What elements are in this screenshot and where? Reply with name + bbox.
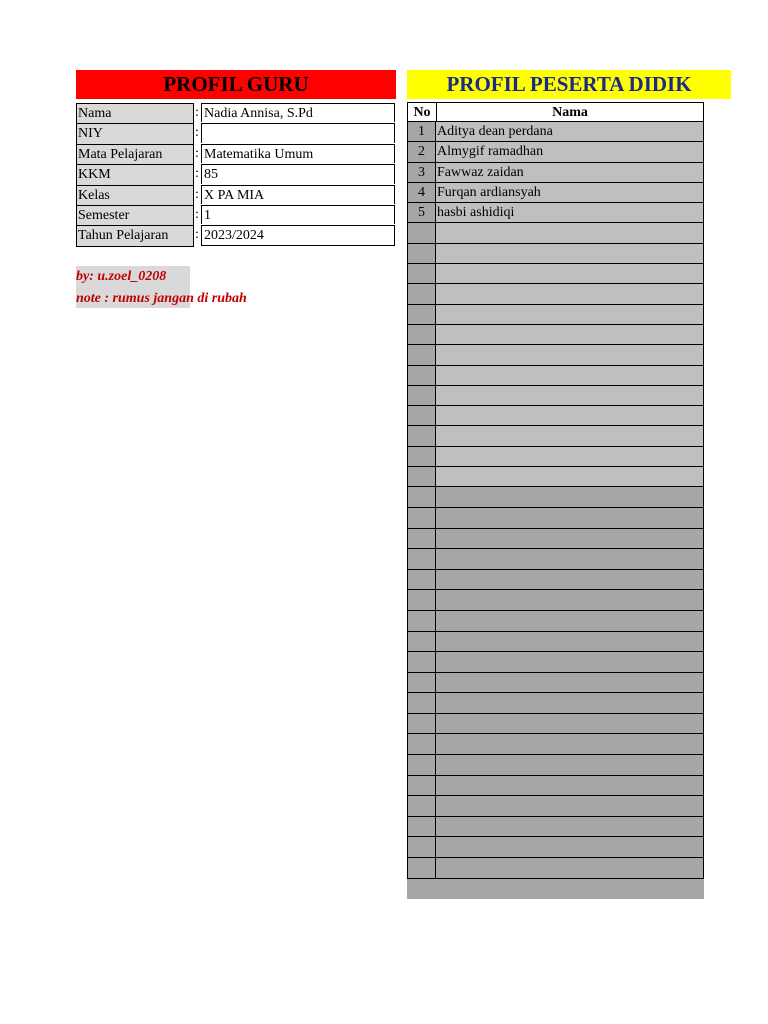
- student-no: [408, 386, 436, 405]
- student-table-header: [407, 102, 704, 122]
- student-name[interactable]: [436, 305, 703, 324]
- student-name[interactable]: [436, 611, 703, 631]
- student-no: [408, 549, 436, 569]
- student-name[interactable]: [436, 406, 703, 425]
- guru-field-colon: :: [195, 125, 199, 141]
- student-name[interactable]: [436, 755, 703, 775]
- guru-field-colon: :: [195, 186, 199, 202]
- student-name[interactable]: Aditya dean perdana: [436, 122, 703, 141]
- table-row: [407, 817, 704, 838]
- student-no: [408, 837, 436, 857]
- student-no: 4: [408, 183, 436, 202]
- table-row: [407, 325, 704, 345]
- table-row: [407, 796, 704, 817]
- table-row: [407, 203, 704, 223]
- student-name[interactable]: [436, 734, 703, 754]
- guru-field-label: KKM: [76, 164, 194, 184]
- guru-field-value[interactable]: 1: [201, 205, 395, 224]
- guru-field-colon: :: [195, 206, 199, 222]
- student-name[interactable]: [436, 325, 703, 344]
- guru-field-value[interactable]: [201, 123, 395, 142]
- student-name[interactable]: [436, 837, 703, 857]
- table-row: [407, 487, 704, 508]
- student-no: [408, 796, 436, 816]
- guru-field-value[interactable]: 85: [201, 164, 395, 183]
- student-name[interactable]: [436, 223, 703, 242]
- guru-field-colon: :: [195, 145, 199, 161]
- student-name[interactable]: [436, 549, 703, 569]
- table-row: [407, 734, 704, 755]
- student-no: [408, 529, 436, 549]
- student-no: [408, 264, 436, 283]
- student-name[interactable]: [436, 776, 703, 796]
- header-no: No: [408, 103, 437, 121]
- table-row: [407, 693, 704, 714]
- student-name[interactable]: [436, 487, 703, 507]
- guru-field-label: Semester: [76, 205, 194, 225]
- table-row: [407, 142, 704, 162]
- guru-profile-table: [76, 103, 396, 246]
- guru-field-colon: :: [195, 166, 199, 182]
- student-name[interactable]: Almygif ramadhan: [436, 142, 703, 161]
- student-no: [408, 325, 436, 344]
- guru-field-row: [76, 144, 396, 164]
- student-no: [408, 426, 436, 445]
- student-no: [408, 776, 436, 796]
- student-no: 1: [408, 122, 436, 141]
- student-name[interactable]: [436, 858, 703, 878]
- guru-field-value[interactable]: X PA MIA: [201, 185, 395, 204]
- student-name[interactable]: [436, 652, 703, 672]
- student-no: [408, 755, 436, 775]
- table-row: [407, 366, 704, 386]
- guru-field-value[interactable]: Nadia Annisa, S.Pd: [201, 103, 395, 122]
- student-no: [408, 284, 436, 303]
- student-name[interactable]: [436, 508, 703, 528]
- table-row: [407, 426, 704, 446]
- student-no: [408, 487, 436, 507]
- credit-author: by: u.zoel_0208: [76, 266, 190, 288]
- student-name[interactable]: [436, 467, 703, 486]
- student-name[interactable]: [436, 529, 703, 549]
- student-no: [408, 570, 436, 590]
- student-name[interactable]: [436, 714, 703, 734]
- table-row: [407, 673, 704, 694]
- table-row: [407, 529, 704, 550]
- table-row: [407, 244, 704, 264]
- student-no: [408, 345, 436, 364]
- student-name[interactable]: [436, 264, 703, 283]
- guru-field-row: [76, 123, 396, 143]
- header-nama: Nama: [552, 105, 588, 120]
- student-no: [408, 590, 436, 610]
- guru-field-value[interactable]: Matematika Umum: [201, 144, 395, 163]
- guru-field-colon: :: [195, 227, 199, 243]
- student-no: [408, 244, 436, 263]
- student-no: [408, 858, 436, 878]
- guru-field-row: [76, 185, 396, 205]
- table-row: [407, 264, 704, 284]
- student-name[interactable]: Fawwaz zaidan: [436, 163, 703, 182]
- student-name[interactable]: [436, 345, 703, 364]
- table-row: [407, 447, 704, 467]
- student-no: 2: [408, 142, 436, 161]
- table-row: [407, 305, 704, 325]
- guru-field-row: [76, 164, 396, 184]
- student-no: [408, 652, 436, 672]
- table-row: [407, 570, 704, 591]
- guru-field-value[interactable]: 2023/2024: [201, 225, 395, 245]
- student-name[interactable]: [436, 426, 703, 445]
- table-row: [407, 549, 704, 570]
- student-no: [408, 693, 436, 713]
- student-name[interactable]: [436, 244, 703, 263]
- student-name[interactable]: [436, 796, 703, 816]
- table-row: [407, 508, 704, 529]
- table-row: [407, 122, 704, 142]
- guru-field-label: NIY: [76, 123, 194, 143]
- table-row: [407, 183, 704, 203]
- student-name[interactable]: [436, 817, 703, 837]
- guru-field-row: [76, 103, 396, 123]
- student-no: [408, 611, 436, 631]
- table-row: [407, 223, 704, 243]
- table-row: [407, 284, 704, 304]
- guru-field-label: Kelas: [76, 185, 194, 205]
- student-no: [408, 734, 436, 754]
- table-row: [407, 858, 704, 879]
- student-name[interactable]: [436, 590, 703, 610]
- student-name[interactable]: Furqan ardiansyah: [436, 183, 703, 202]
- student-no: [408, 508, 436, 528]
- table-row: [407, 652, 704, 673]
- table-row: [407, 386, 704, 406]
- student-no: 5: [408, 203, 436, 222]
- student-no: [408, 817, 436, 837]
- guru-field-row: [76, 225, 396, 245]
- student-name[interactable]: [436, 693, 703, 713]
- guru-field-label: Mata Pelajaran: [76, 144, 194, 164]
- student-name[interactable]: [436, 632, 703, 652]
- credit-note: note : rumus jangan di rubah: [76, 291, 247, 306]
- student-no: 3: [408, 163, 436, 182]
- table-row: [407, 776, 704, 797]
- student-name[interactable]: [436, 284, 703, 303]
- table-row: [407, 611, 704, 632]
- table-row: [407, 163, 704, 183]
- student-no: [408, 714, 436, 734]
- table-row: [407, 345, 704, 365]
- student-no: [408, 467, 436, 486]
- guru-field-label: Tahun Pelajaran: [76, 225, 194, 246]
- student-no: [408, 305, 436, 324]
- student-no: [408, 632, 436, 652]
- student-name[interactable]: [436, 366, 703, 385]
- table-row: [407, 837, 704, 858]
- table-row: [407, 467, 704, 487]
- student-table: [407, 102, 704, 899]
- student-profile-title: PROFIL PESERTA DIDIK: [407, 70, 731, 99]
- guru-field-row: [76, 205, 396, 225]
- student-no: [408, 673, 436, 693]
- student-name[interactable]: [436, 386, 703, 405]
- student-name[interactable]: [436, 447, 703, 466]
- guru-profile-title: PROFIL GURU: [76, 70, 396, 99]
- student-no: [408, 223, 436, 242]
- table-row: [407, 714, 704, 735]
- student-name[interactable]: [436, 570, 703, 590]
- student-no: [408, 366, 436, 385]
- table-row: [407, 632, 704, 653]
- guru-field-label: Nama: [76, 103, 194, 123]
- table-row: [407, 406, 704, 426]
- student-name[interactable]: hasbi ashidiqi: [436, 203, 703, 222]
- student-no: [408, 406, 436, 425]
- student-table-footer: [407, 879, 704, 899]
- guru-field-colon: :: [195, 105, 199, 120]
- student-no: [408, 447, 436, 466]
- table-row: [407, 755, 704, 776]
- credit-block: [76, 266, 247, 310]
- student-name[interactable]: [436, 673, 703, 693]
- table-row: [407, 590, 704, 611]
